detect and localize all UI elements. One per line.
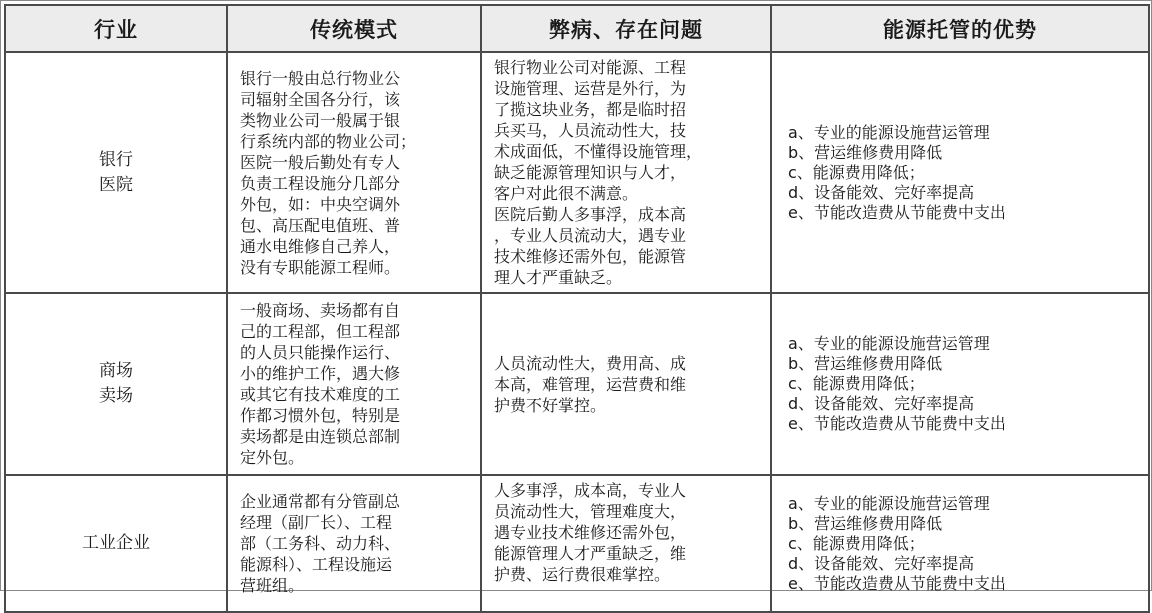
industry-label: 工业企业 [82, 533, 150, 553]
advantage-item: a、专业的能源设施营运管理 [788, 122, 990, 142]
advantage-item: c、能源费用降低； [788, 162, 925, 182]
traditional-mode-cell: 一般商场、卖场都有自 己的工程部，但工程部 的人员只能操作运行、 小的维护工作，遇大修 或其它有技术难度的工 作都习惯外包，特别是 卖场都是由连锁总部制 定外包。 [227, 293, 481, 475]
problems-cell: 银行物业公司对能源、工程 设施管理、运营是外行，为 了揽这块业务，都是临时招 兵买马，人员流动性大，技 术成面低，不懂得设施管理， 缺乏能源管理知识与人才， 客户对此很不满意。 医院后勤人多事浮，成本高 ，专业人员流动大，遇专业 技术维修还需外包，能源管 理人才严重缺乏。 [481, 52, 771, 293]
traditional-mode-cell: 企业通常都有分管副总 经理（副厂长）、工程 部（工务科、动力科、 能源科）、工程设施运 营班组。 [227, 475, 481, 612]
advantage-item: a、专业的能源设施营运管理 [788, 493, 990, 513]
industry-cell [5, 475, 227, 612]
header-advantages: 能源托管的优势 [771, 5, 1149, 52]
advantage-item: d、设备能效、完好率提高 [788, 182, 975, 202]
industry-label: 银行 [99, 149, 133, 170]
table-row [5, 475, 1149, 612]
advantage-item: b、营运维修费用降低 [788, 142, 943, 162]
header-row [5, 5, 1149, 52]
advantage-item: e、节能改造费从节能费中支出 [788, 414, 1006, 433]
advantages-list [788, 123, 1142, 223]
advantage-item: c、能源费用降低； [788, 374, 925, 393]
advantages-list [788, 334, 1142, 434]
advantage-item: c、能源费用降低； [788, 533, 925, 553]
industry-label: 卖场 [99, 386, 133, 406]
advantage-item: e、节能改造费从节能费中支出 [788, 573, 1006, 593]
advantage-item: d、设备能效、完好率提高 [788, 553, 975, 573]
advantage-item: e、节能改造费从节能费中支出 [788, 202, 1006, 222]
header-traditional-mode: 传统模式 [227, 5, 481, 52]
table-row [5, 293, 1149, 475]
advantages-cell [771, 293, 1149, 475]
header-problems: 弊病、存在问题 [481, 5, 771, 52]
problems-cell: 人多事浮，成本高，专业人 员流动性大，管理难度大， 遇专业技术维修还需外包， 能源管理人才严重缺乏，维 护费、运行费很难掌控。 [481, 475, 771, 612]
table-row [5, 52, 1149, 293]
header-industry: 行业 [5, 5, 227, 52]
advantages-list [788, 494, 1142, 594]
industry-label: 商场 [99, 361, 133, 381]
problems-cell: 人员流动性大，费用高、成 本高，难管理，运营费和维 护费不好掌控。 [481, 293, 771, 475]
advantage-item: a、专业的能源设施营运管理 [788, 334, 990, 353]
advantage-item: d、设备能效、完好率提高 [788, 394, 975, 413]
traditional-mode-cell: 银行一般由总行物业公 司辐射全国各分行，该 类物业公司一般属于银 行系统内部的物业公司； 医院一般后勤处有专人 负责工程设施分几部分 外包，如：中央空调外 包、高压配电值班、普 通水电维修自己养人， 没有专职能源工程师。 [227, 52, 481, 293]
industry-cell [5, 293, 227, 475]
advantages-cell [771, 475, 1149, 612]
industry-cell [5, 52, 227, 293]
industry-label: 医院 [99, 174, 133, 195]
advantages-cell [771, 52, 1149, 293]
advantage-item: b、营运维修费用降低 [788, 513, 943, 533]
advantage-item: b、营运维修费用降低 [788, 354, 943, 373]
energy-hosting-comparison-table [4, 4, 1150, 613]
